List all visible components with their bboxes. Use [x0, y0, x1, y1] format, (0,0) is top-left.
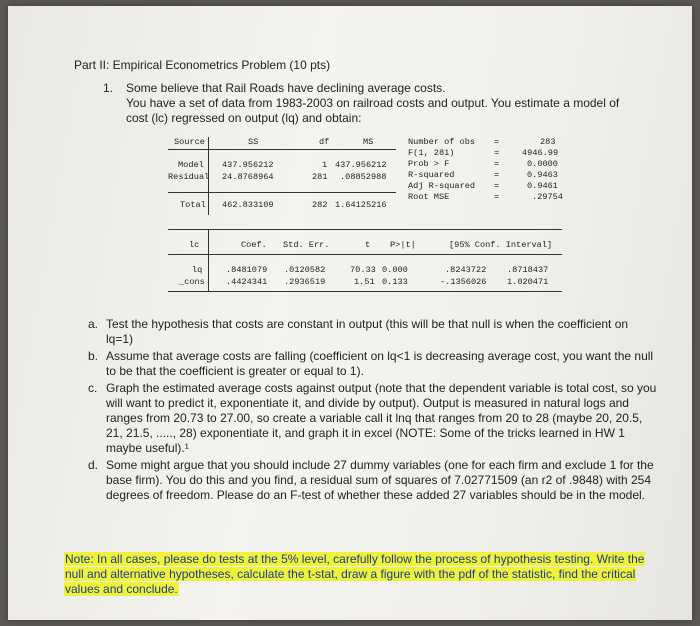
anova-header-ms: MS [363, 137, 374, 147]
anova-header-ss: SS [248, 137, 259, 147]
stat-value-rmse: .29754 [532, 192, 563, 202]
coef-header-ci: [95% Conf. Interval] [449, 240, 553, 250]
coef-row-cons-ci-high: 1.020471 [507, 277, 549, 287]
stat-value-adjr2: 0.9461 [527, 181, 558, 191]
anova-header-df: df [319, 137, 330, 147]
anova-total-ms: 1.64125216 [335, 200, 387, 210]
coef-header-coef: Coef. [241, 240, 267, 250]
document-page [8, 6, 692, 620]
stat-value-r2: 0.9463 [527, 170, 558, 180]
anova-row-model-source: Model [178, 160, 204, 170]
anova-row-model-df: 1 [322, 160, 328, 170]
highlighted-note-text: Note: In all cases, please do tests at the 5% level, carefully follow the process of hypothesis testing. Write the null and alternative hypotheses, calculate the t-stat, draw a figure with the pdf of the statistic, find the critical values and conclude. [65, 552, 645, 596]
coef-vertical-rule [208, 229, 209, 291]
sub-question-d [88, 458, 658, 503]
anova-row-model-ms: 437.956212 [335, 160, 387, 170]
stat-value-f: 4946.99 [522, 148, 559, 158]
question-number: 1. [103, 81, 114, 95]
stat-eq: = [494, 181, 500, 191]
stat-label-probf: Prob > F [408, 159, 450, 169]
coef-bottom-rule [168, 291, 562, 292]
coef-row-lq-ci-low: .8243722 [445, 265, 487, 275]
sub-question-label: b. [88, 349, 99, 363]
anova-total-df: 282 [312, 200, 328, 210]
coef-row-lq-se: .0120582 [284, 265, 326, 275]
question-1-line-1: Some believe that Rail Roads have declining average costs. [126, 81, 446, 95]
anova-row-residual-df: 281 [312, 172, 328, 182]
sub-question-text: Test the hypothesis that costs are constant in output (this will be that null is when the coefficient on lq=1) [106, 317, 629, 346]
sub-question-text: Assume that average costs are falling (coefficient on lq<1 is decreasing average cost, you want the null to be that the coefficient is greater or equal to 1). [106, 349, 654, 378]
sub-question-label: d. [88, 458, 99, 472]
stat-eq: = [494, 137, 500, 147]
coef-row-lq-p: 0.000 [382, 265, 408, 275]
coef-row-lq-coef: .8481079 [226, 265, 268, 275]
coef-row-cons-p: 0.133 [382, 277, 408, 287]
sub-question-a [88, 317, 658, 347]
sub-question-label: c. [88, 381, 98, 395]
stat-value-nobs: 283 [540, 137, 556, 147]
sub-question-text: Graph the estimated average costs against output (note that the dependent variable is total cost, so you will want to predict it, exponentiate it, and divide by output). Output is measured in natural logs and ranges from 20.73 to 27.00, so create a variable call it lnq that ranges from 20 to 28 (maybe 20, 20.5, 21, 21.5, ....., 28) exponentiate it, and graph it in excel (NOTE: Some of the tricks learned in HW 1 maybe useful).¹ [106, 381, 657, 455]
coef-row-lq-ci-high: .8718437 [507, 265, 549, 275]
sub-question-label: a. [88, 317, 99, 331]
anova-row-model-ss: 437.956212 [222, 160, 274, 170]
question-1-text [126, 81, 646, 126]
coef-header-p: P>|t| [390, 240, 416, 250]
anova-row-residual-ms: .08852988 [340, 172, 387, 182]
stat-label-f: F(1, 281) [408, 148, 455, 158]
anova-header-source: Source [174, 137, 205, 147]
anova-total-source: Total [180, 200, 206, 210]
stat-eq: = [494, 170, 500, 180]
coef-row-cons-se: .2936519 [284, 277, 326, 287]
stat-eq: = [494, 159, 500, 169]
anova-header-rule [168, 149, 396, 150]
stat-label-rmse: Root MSE [408, 192, 450, 202]
coef-row-cons-var: _cons [179, 277, 205, 287]
coef-row-lq-t: 70.33 [350, 265, 376, 275]
stat-label-adjr2: Adj R-squared [408, 181, 476, 191]
anova-row-residual-source: Residual [168, 172, 210, 182]
instructions-note [64, 552, 664, 597]
coef-top-rule [168, 229, 562, 230]
coef-header-t: t [365, 240, 371, 250]
anova-total-rule [168, 192, 396, 193]
anova-row-residual-ss: 24.8768964 [222, 172, 274, 182]
coef-row-lq-var: lq [192, 265, 203, 275]
coef-row-cons-ci-low: -.1356026 [440, 277, 487, 287]
coef-row-cons-coef: .4424341 [226, 277, 268, 287]
stat-eq: = [494, 192, 500, 202]
stat-label-r2: R-squared [408, 170, 455, 180]
question-1-line-3: cost (lc) regressed on output (lq) and obtain: [126, 111, 362, 125]
sub-question-text: Some might argue that you should include 27 dummy variables (one for each firm and exclude 1 for the base firm). You do this and you find, a residual sum of squares of 7.02771509 (an r2 of .9848) with 254 degrees of freedom. Please do an F-test of whether these added 27 variables should be in the model. [106, 458, 654, 502]
stat-eq: = [494, 148, 500, 158]
sub-question-c [88, 381, 658, 456]
question-1-line-2: You have a set of data from 1983-2003 on railroad costs and output. You estimate a model of [126, 96, 620, 110]
coef-header-rule [168, 254, 562, 255]
coef-header-se: Std. Err. [283, 240, 330, 250]
part-title: Part II: Empirical Econometrics Problem (10 pts) [74, 58, 331, 72]
coef-header-var: lc [189, 240, 200, 250]
sub-question-b [88, 349, 658, 379]
sub-questions [88, 317, 658, 505]
stat-value-probf: 0.0000 [527, 159, 558, 169]
anova-total-ss: 462.833109 [222, 200, 274, 210]
coef-row-cons-t: 1.51 [354, 277, 375, 287]
stat-label-nobs: Number of obs [408, 137, 476, 147]
